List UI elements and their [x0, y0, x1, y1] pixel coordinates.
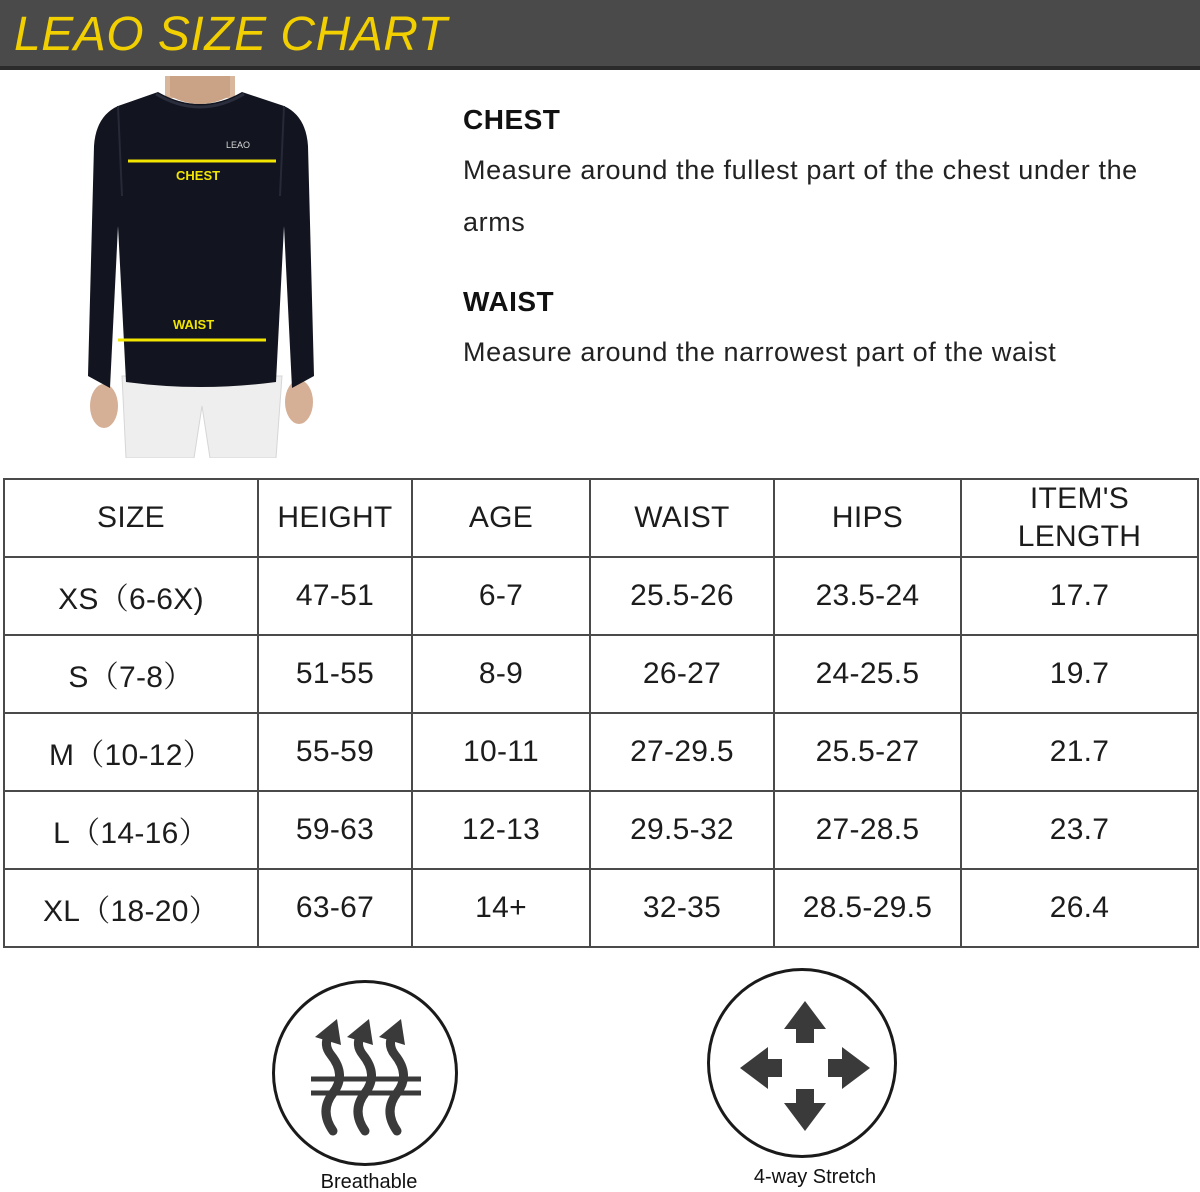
chest-marker-label: CHEST	[176, 168, 221, 183]
waist-instruction	[463, 286, 1183, 378]
table-cell: 25.5-26	[590, 557, 774, 635]
breathable-label: Breathable	[320, 1171, 418, 1192]
table-row	[4, 557, 1198, 635]
table-cell: 24-25.5	[774, 635, 961, 713]
table-cell: 47-51	[258, 557, 412, 635]
table-cell: L（14-16）	[4, 791, 258, 869]
size-table	[3, 478, 1199, 948]
column-header: ITEM'S LENGTH	[961, 479, 1198, 557]
table-cell: 55-59	[258, 713, 412, 791]
waist-heading: WAIST	[463, 286, 555, 317]
table-cell: 63-67	[258, 869, 412, 947]
table-cell: 23.5-24	[774, 557, 961, 635]
shirt-brand-mark: LEAO	[226, 140, 251, 150]
table-cell: 32-35	[590, 869, 774, 947]
table-cell: 21.7	[961, 713, 1198, 791]
column-header: AGE	[412, 479, 590, 557]
table-cell: 27-28.5	[774, 791, 961, 869]
table-cell: 29.5-32	[590, 791, 774, 869]
column-header: HEIGHT	[258, 479, 412, 557]
column-header: HIPS	[774, 479, 961, 557]
table-cell: 23.7	[961, 791, 1198, 869]
table-cell: M（10-12）	[4, 713, 258, 791]
table-cell: XL（18-20）	[4, 869, 258, 947]
chest-heading: CHEST	[463, 104, 561, 135]
table-cell: 19.7	[961, 635, 1198, 713]
waist-marker-label: WAIST	[173, 317, 215, 332]
table-row	[4, 635, 1198, 713]
table-row	[4, 869, 1198, 947]
table-cell: 26-27	[590, 635, 774, 713]
breathable-icon	[272, 980, 458, 1166]
table-cell: 14+	[412, 869, 590, 947]
table-cell: 10-11	[412, 713, 590, 791]
table-cell: S（7-8）	[4, 635, 258, 713]
four-way-stretch-icon	[707, 968, 897, 1158]
table-cell: 17.7	[961, 557, 1198, 635]
table-cell: 59-63	[258, 791, 412, 869]
table-row	[4, 791, 1198, 869]
table-cell: 28.5-29.5	[774, 869, 961, 947]
table-header-row	[4, 479, 1198, 557]
table-cell: 27-29.5	[590, 713, 774, 791]
shirt-model-photo	[70, 76, 340, 458]
column-header: SIZE	[4, 479, 258, 557]
table-cell: 26.4	[961, 869, 1198, 947]
page-title: LEAO SIZE CHART	[14, 8, 448, 61]
chest-description: Measure around the fullest part of the chest under the arms	[463, 155, 1138, 237]
table-row	[4, 713, 1198, 791]
title-banner	[0, 0, 1200, 70]
table-cell: 12-13	[412, 791, 590, 869]
table-cell: 8-9	[412, 635, 590, 713]
table-cell: 6-7	[412, 557, 590, 635]
waist-description: Measure around the narrowest part of the waist	[463, 337, 1057, 367]
four-way-stretch-label: 4-way Stretch	[753, 1166, 877, 1188]
table-cell: 51-55	[258, 635, 412, 713]
table-cell: XS（6-6X)	[4, 557, 258, 635]
column-header: WAIST	[590, 479, 774, 557]
chest-instruction	[463, 104, 1183, 248]
table-cell: 25.5-27	[774, 713, 961, 791]
